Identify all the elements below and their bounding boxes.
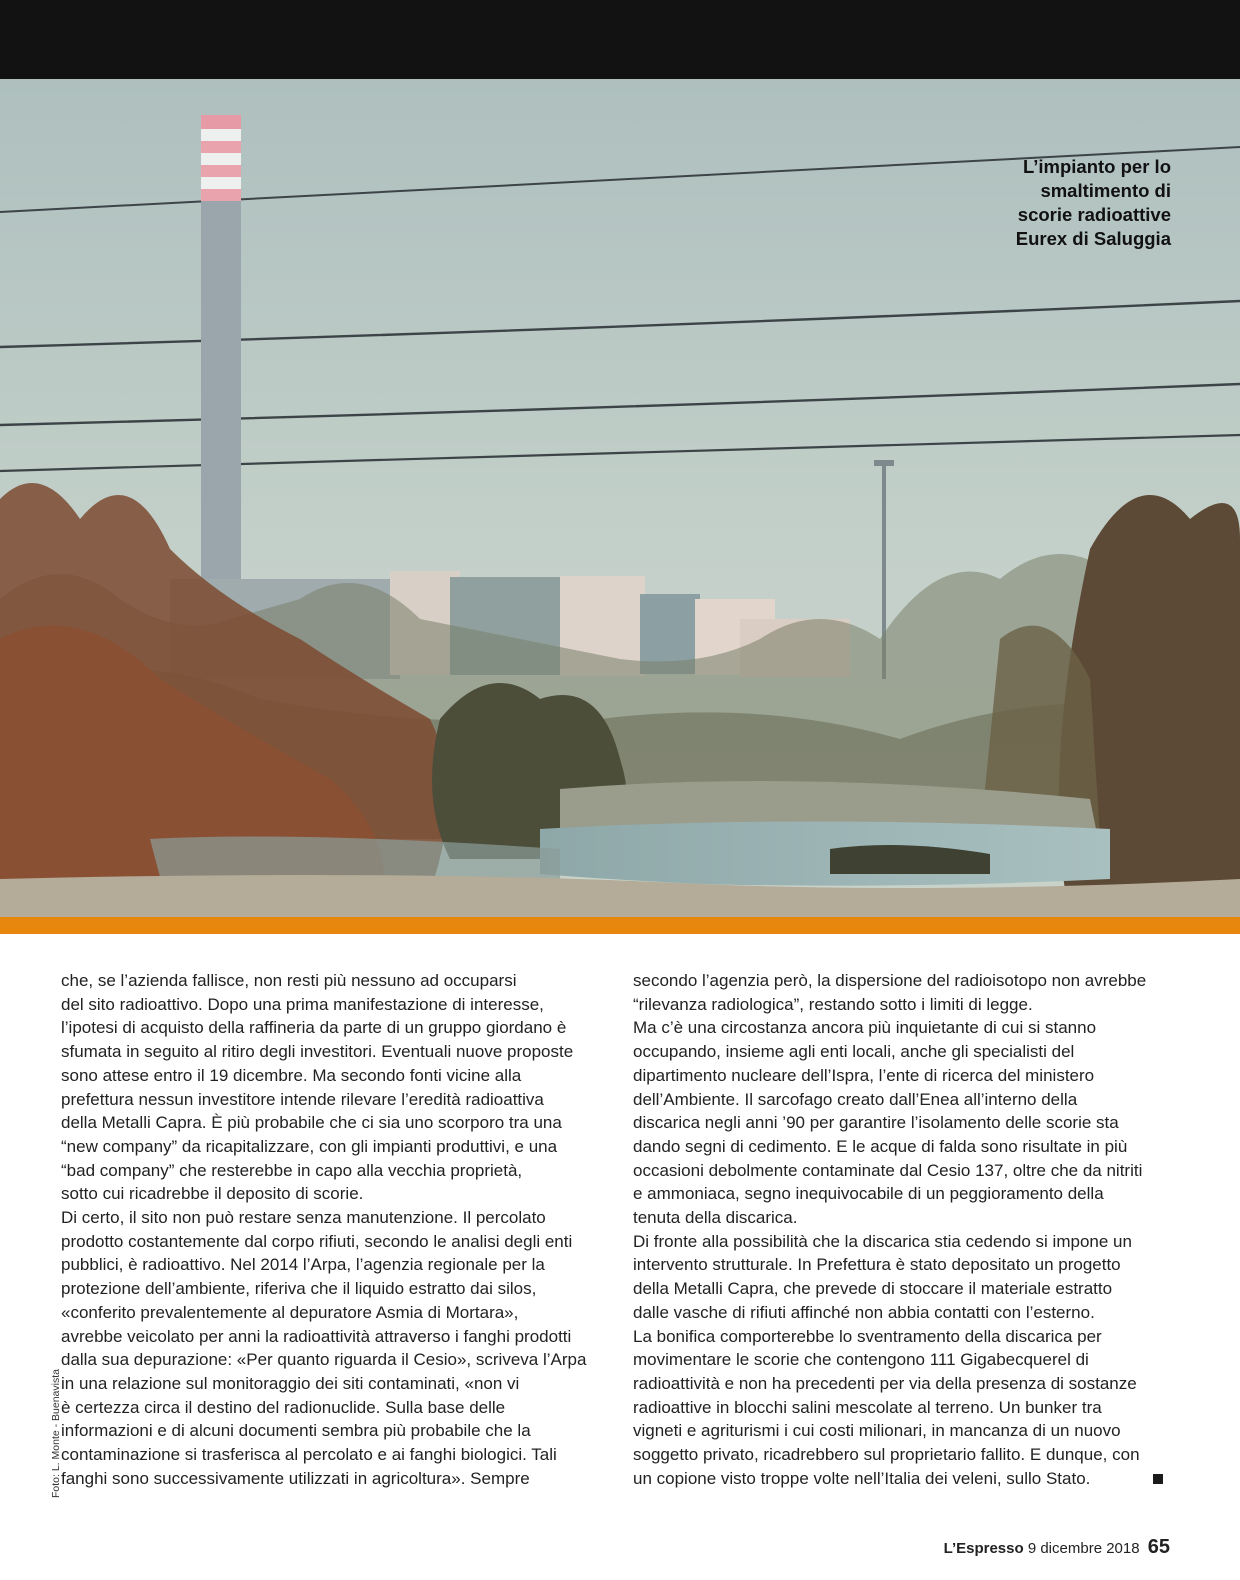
caption-line: smaltimento di xyxy=(1040,180,1171,201)
text-line: “bad company” che resterebbe in capo alla vecchia proprietà, xyxy=(61,1160,523,1180)
text-line: contaminazione si trasferisca al percolato e ai fanghi biologici. Tali xyxy=(61,1445,557,1465)
text-line: prodotto costantemente dal corpo rifiuti, secondo le analisi degli enti xyxy=(61,1231,573,1251)
text-line: dando segni di cedimento. E le acque di falda sono risultate in più xyxy=(633,1136,1128,1156)
text-line: intervento strutturale. In Prefettura è stato depositato un progetto xyxy=(633,1255,1121,1275)
photo-credit: Foto: L. Monte - Buenavista xyxy=(50,1369,62,1498)
text-line: sotto cui ricadrebbe il deposito di scorie. xyxy=(61,1184,364,1204)
page-footer xyxy=(944,1536,1170,1559)
text-line: soggetto privato, ricadrebbero sul proprietario fallito. E dunque, con xyxy=(633,1445,1140,1465)
text-line: Di fronte alla possibilità che la discarica stia cedendo si impone un xyxy=(633,1231,1132,1251)
text-line: in una relazione sul monitoraggio dei siti contaminati, «non vi xyxy=(61,1373,520,1393)
photo-caption xyxy=(921,155,1171,251)
text-line: prefettura nessun investitore intende rilevare l’eredità radioattiva xyxy=(61,1089,544,1109)
text-line: dell’Ambiente. Il sarcofago creato dall’Enea all’interno della xyxy=(633,1089,1078,1109)
caption-line: L’impianto per lo xyxy=(1022,156,1171,177)
caption-line: scorie radioattive xyxy=(1017,204,1171,225)
text-line: La bonifica comporterebbe lo sventramento della discarica per xyxy=(633,1326,1102,1346)
text-line: avrebbe veicolato per anni la radioattività attraverso i fanghi prodotti xyxy=(61,1326,572,1346)
text-line: Di certo, il sito non può restare senza manutenzione. Il percolato xyxy=(61,1208,546,1228)
page-number: 65 xyxy=(1147,1536,1170,1558)
text-line: «conferito prevalentemente al depuratore Asmia di Mortara», xyxy=(61,1302,519,1322)
text-line: movimentare le scorie che contengono 111 Gigabecquerel di xyxy=(633,1350,1089,1370)
article-column-right xyxy=(633,969,1173,1490)
text-line: radioattive in blocchi salini mescolate al terreno. Un bunker tra xyxy=(633,1397,1102,1417)
accent-divider xyxy=(0,917,1240,934)
text-line: protezione dell’ambiente, riferiva che il liquido estratto dai silos, xyxy=(61,1279,537,1299)
text-line: l’ipotesi di acquisto della raffineria da parte di un gruppo giordano è xyxy=(61,1018,567,1038)
text-line: sono attese entro il 19 dicembre. Ma secondo fonti vicine alla xyxy=(61,1065,522,1085)
text-line: del sito radioattivo. Dopo una prima manifestazione di interesse, xyxy=(61,994,544,1014)
text-line: occupando, insieme agli enti locali, anche gli specialisti del xyxy=(633,1042,1075,1062)
text-line: “rilevanza radiologica”, restando sotto i limiti di legge. xyxy=(633,994,1033,1014)
text-line: occasioni debolmente contaminate dal Cesio 137, oltre che da nitriti xyxy=(633,1160,1143,1180)
text-line: dalle vasche di rifiuti affinché non abbia contatti con l’esterno. xyxy=(633,1302,1095,1322)
text-line: Ma c’è una circostanza ancora più inquietante di cui si stanno xyxy=(633,1018,1097,1038)
magazine-name: L’Espresso xyxy=(943,1540,1024,1557)
text-line: che, se l’azienda fallisce, non resti più nessuno ad occuparsi xyxy=(61,971,517,990)
text-line: dalla sua depurazione: «Per quanto riguarda il Cesio», scriveva l’Arpa xyxy=(61,1350,587,1370)
text-line: sfumata in seguito al ritiro degli investitori. Eventuali nuove proposte xyxy=(61,1042,574,1062)
top-black-bar xyxy=(0,0,1240,79)
issue-date: 9 dicembre 2018 xyxy=(1027,1540,1140,1557)
text-line: discarica negli anni ’90 per garantire l’isolamento delle scorie sta xyxy=(633,1113,1119,1133)
article-column-left xyxy=(61,969,621,1490)
text-line: “new company” da ricapitalizzare, con gli impianti produttivi, e una xyxy=(61,1136,558,1156)
text-line: informazioni e di alcuni documenti sembra più probabile che la xyxy=(61,1421,531,1441)
text-line: tenuta della discarica. xyxy=(633,1208,798,1228)
text-line: è certezza circa il destino del radionuclide. Sulla base delle xyxy=(61,1397,506,1417)
text-line: dipartimento nucleare dell’Ispra, l’ente di ricerca del ministero xyxy=(633,1065,1095,1085)
text-line: vigneti e agriturismi i cui costi milionari, in mancanza di un nuovo xyxy=(633,1421,1121,1441)
text-line: fanghi sono successivamente utilizzati in agricoltura». Sempre xyxy=(61,1468,530,1488)
text-line: della Metalli Capra, che prevede di stoccare il materiale estratto xyxy=(633,1279,1113,1299)
text-line: radioattività e non ha precedenti per via della presenza di sostanze xyxy=(633,1373,1137,1393)
end-of-article-square-icon xyxy=(1153,1474,1163,1484)
caption-line: Eurex di Saluggia xyxy=(1015,228,1171,249)
text-line: della Metalli Capra. È più probabile che ci sia uno scorporo tra una xyxy=(61,1113,562,1133)
text-line: secondo l’agenzia però, la dispersione del radioisotopo non avrebbe xyxy=(633,971,1147,990)
text-line: pubblici, è radioattivo. Nel 2014 l’Arpa, l’agenzia regionale per la xyxy=(61,1255,545,1275)
text-line: e ammoniaca, segno inequivocabile di un peggioramento della xyxy=(633,1184,1104,1204)
text-line: un copione visto troppe volte nell’Italia dei veleni, sullo Stato. xyxy=(633,1468,1091,1488)
